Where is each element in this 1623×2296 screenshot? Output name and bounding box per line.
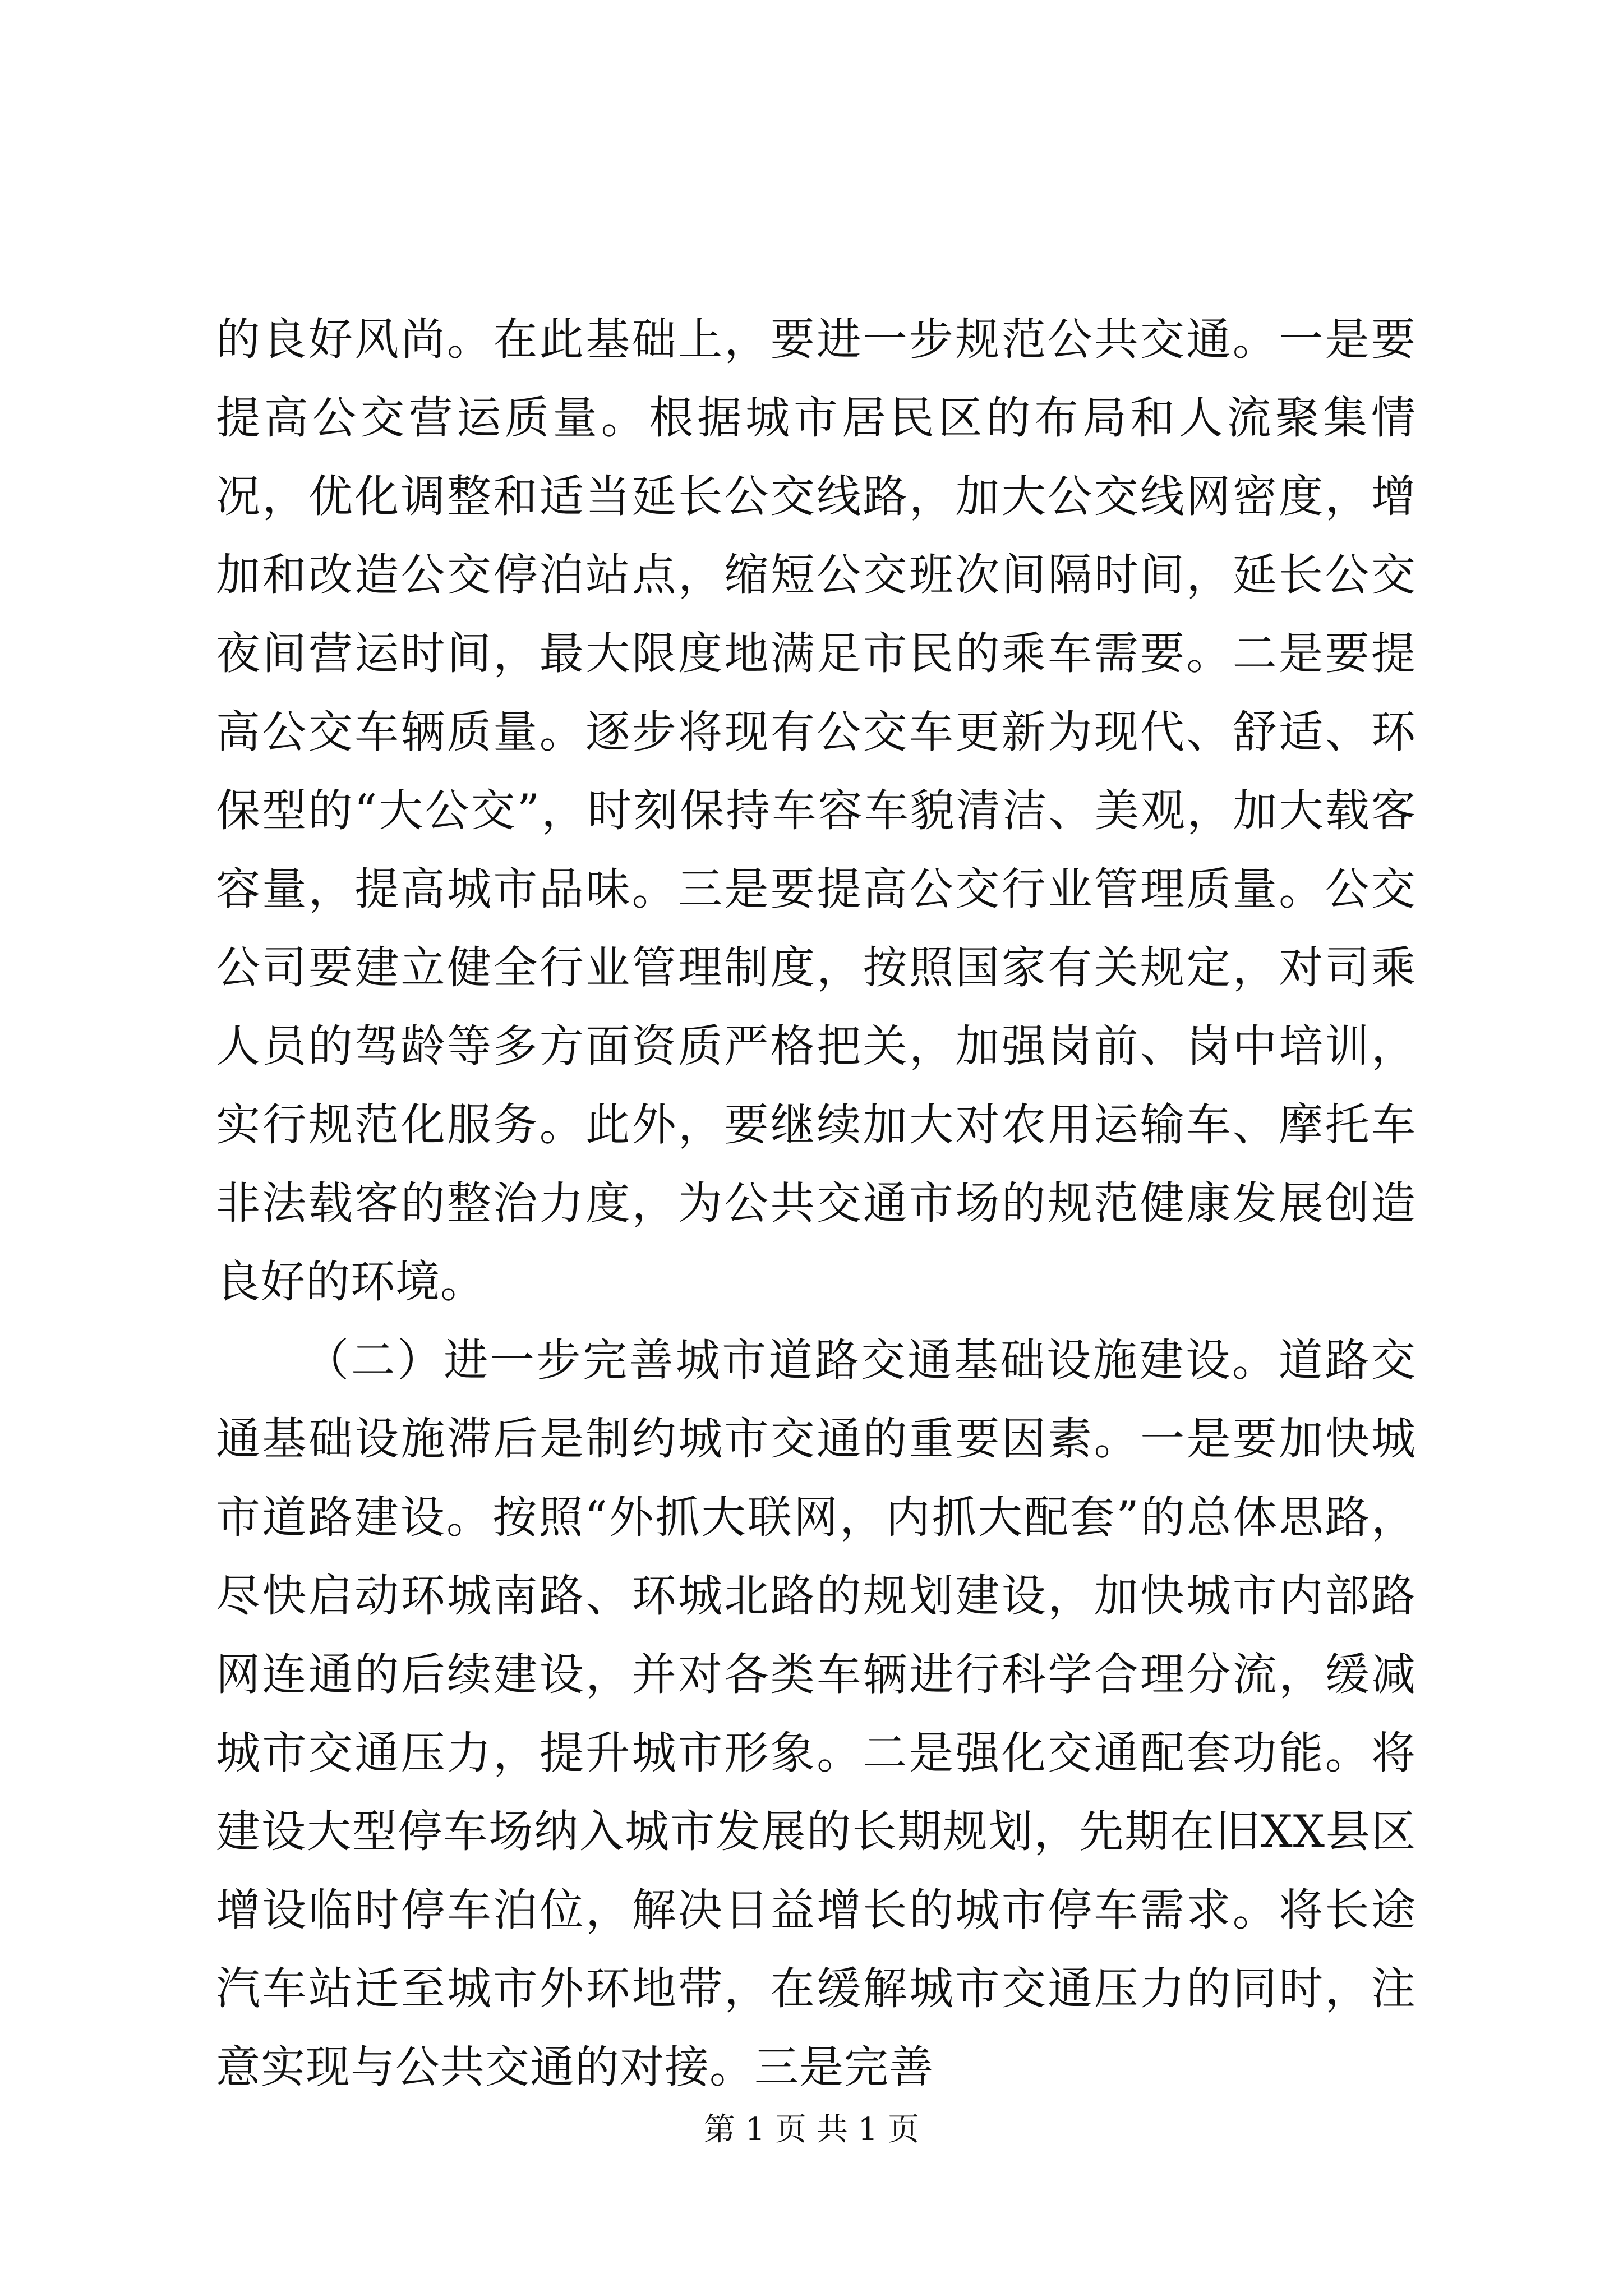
- paragraph-continuation: 的良好风尚。在此基础上，要进一步规范公共交通。一是要提高公交营运质量。根据城市居民区的布局和人流聚集情况，优化调整和适当延长公交线路，加大公交线网密度，增加和改造公交停泊站点，缩短公交班次间隔时间，延长公交夜间营运时间，最大限度地满足市民的乘车需要。二是要提高公交车辆质量。逐步将现有公交车更新为现代、舒适、环保型的“大公交”，时刻保持车容车貌清洁、美观，加大载客容量，提高城市品味。三是要提高公交行业管理质量。公交公司要建立健全行业管理制度，按照国家有关规定，对司乘人员的驾龄等多方面资质严格把关，加强岗前、岗中培训，实行规范化服务。此外，要继续加大对农用运输车、摩托车非法载客的整治力度，为公共交通市场的规范健康发展创造良好的环境。: [216, 314, 1416, 1308]
- body-text: [216, 300, 1416, 2106]
- paragraph-section-two: （二）进一步完善城市道路交通基础设施建设。道路交通基础设施滞后是制约城市交通的重要因素。一是要加快城市道路建设。按照“外抓大联网，内抓大配套”的总体思路，尽快启动环城南路、环城北路的规划建设，加快城市内部路网连通的后续建设，并对各类车辆进行科学合理分流，缓减城市交通压力，提升城市形象。二是强化交通配套功能。将建设大型停车场纳入城市发展的长期规划，先期在旧XX县区增设临时停车泊位，解决日益增长的城市停车需求。将长途汽车站迁至城市外环地带，在缓解城市交通压力的同时，注意实现与公共交通的对接。三是完善: [216, 1335, 1416, 2093]
- page-footer: 第 1 页 共 1 页: [703, 2111, 920, 2148]
